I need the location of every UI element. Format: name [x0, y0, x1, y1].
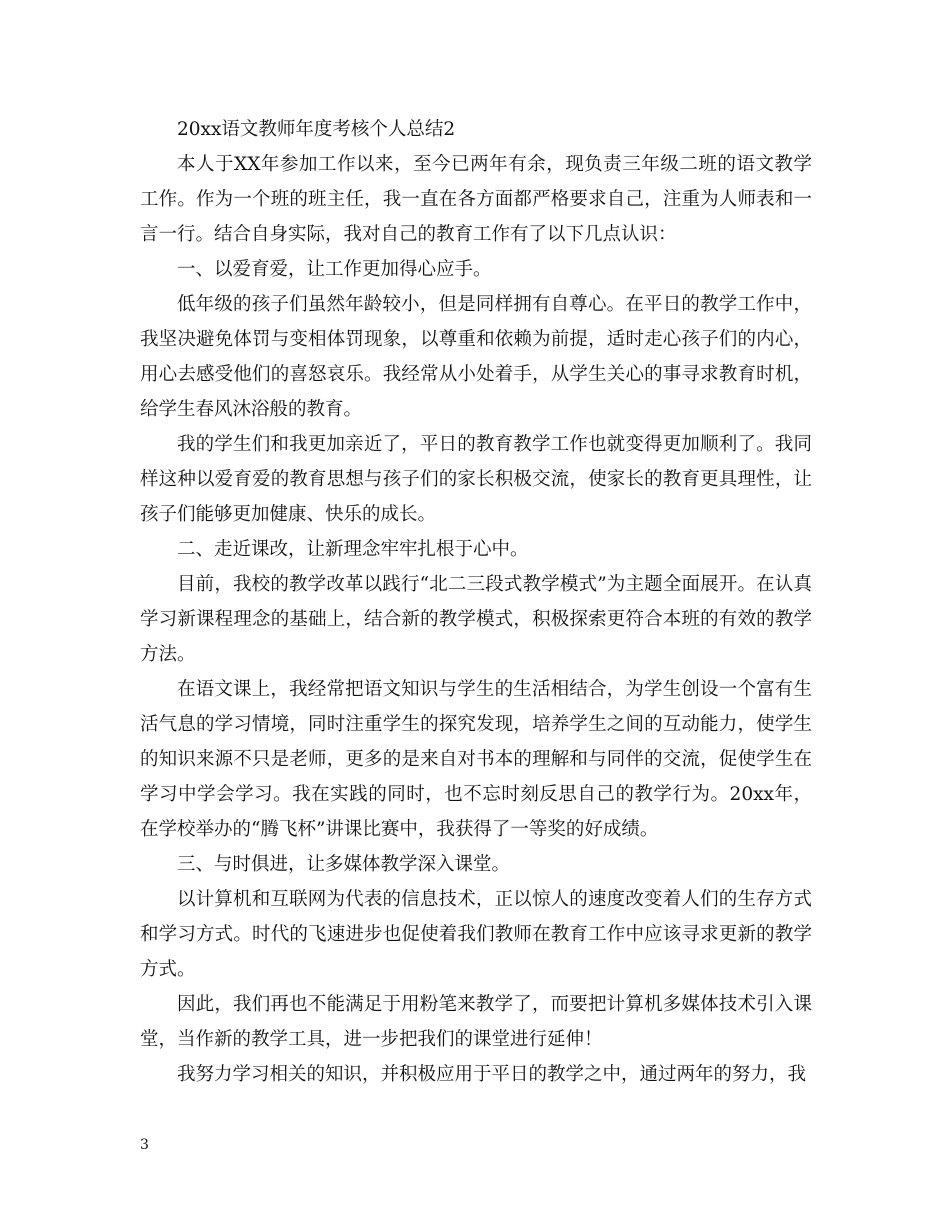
document-body: [140, 112, 812, 1092]
section-2-heading: 二、走近课改，让新理念牢牢扎根于心中。: [177, 539, 529, 560]
section-3-paragraph-3: 我努力学习相关的知识，并积极应用于平日的教学之中，通过两年的努力，我: [177, 1064, 807, 1085]
section-2-paragraph-1: 目前，我校的教学改革以践行“北二三段式教学模式”为主题全面展开。在认真学习新课程理念的基础上，结合新的教学模式，积极探索更符合本班的有效的教学方法。: [140, 574, 812, 665]
section-1-heading: 一、以爱育爱，让工作更加得心应手。: [177, 259, 492, 280]
page-number: 3: [140, 1137, 149, 1153]
section-3-heading: 三、与时俱进，让多媒体教学深入课堂。: [177, 854, 511, 875]
section-1-paragraph-1: 低年级的孩子们虽然年龄较小，但是同样拥有自尊心。在平日的教学工作中，我坚决避免体罚与变相体罚现象，以尊重和依赖为前提，适时走心孩子们的内心，用心去感受他们的喜怒哀乐。我经常从小处着手，从学生关心的事寻求教育时机，给学生春风沐浴般的教育。: [140, 294, 812, 420]
section-3-paragraph-2: 因此，我们再也不能满足于用粉笔来教学了，而要把计算机多媒体技术引入课堂，当作新的教学工具，进一步把我们的课堂进行延伸！: [140, 994, 812, 1050]
section-3-paragraph-1: 以计算机和互联网为代表的信息技术，正以惊人的速度改变着人们的生存方式和学习方式。时代的飞速进步也促使着我们教师在教育工作中应该寻求更新的教学方式。: [140, 889, 812, 980]
document-title: 20xx语文教师年度考核个人总结2: [177, 119, 456, 140]
section-2-paragraph-2: 在语文课上，我经常把语文知识与学生的生活相结合，为学生创设一个富有生活气息的学习情境，同时注重学生的探究发现，培养学生之间的互动能力，使学生的知识来源不只是老师，更多的是来自对书本的理解和与同伴的交流，促使学生在学习中学会学习。我在实践的同时，也不忘时刻反思自己的教学行为。20xx年，在学校举办的“腾飞杯”讲课比赛中，我获得了一等奖的好成绩。: [140, 679, 812, 840]
intro-paragraph: 本人于XX年参加工作以来，至今已两年有余，现负责三年级二班的语文教学工作。作为一个班的班主任，我一直在各方面都严格要求自己，注重为人师表和一言一行。结合自身实际，我对自己的教育工作有了以下几点认识：: [140, 154, 812, 245]
section-1-paragraph-2: 我的学生们和我更加亲近了，平日的教育教学工作也就变得更加顺利了。我同样这种以爱育爱的教育思想与孩子们的家长积极交流，使家长的教育更具理性，让孩子们能够更加健康、快乐的成长。: [140, 434, 812, 525]
